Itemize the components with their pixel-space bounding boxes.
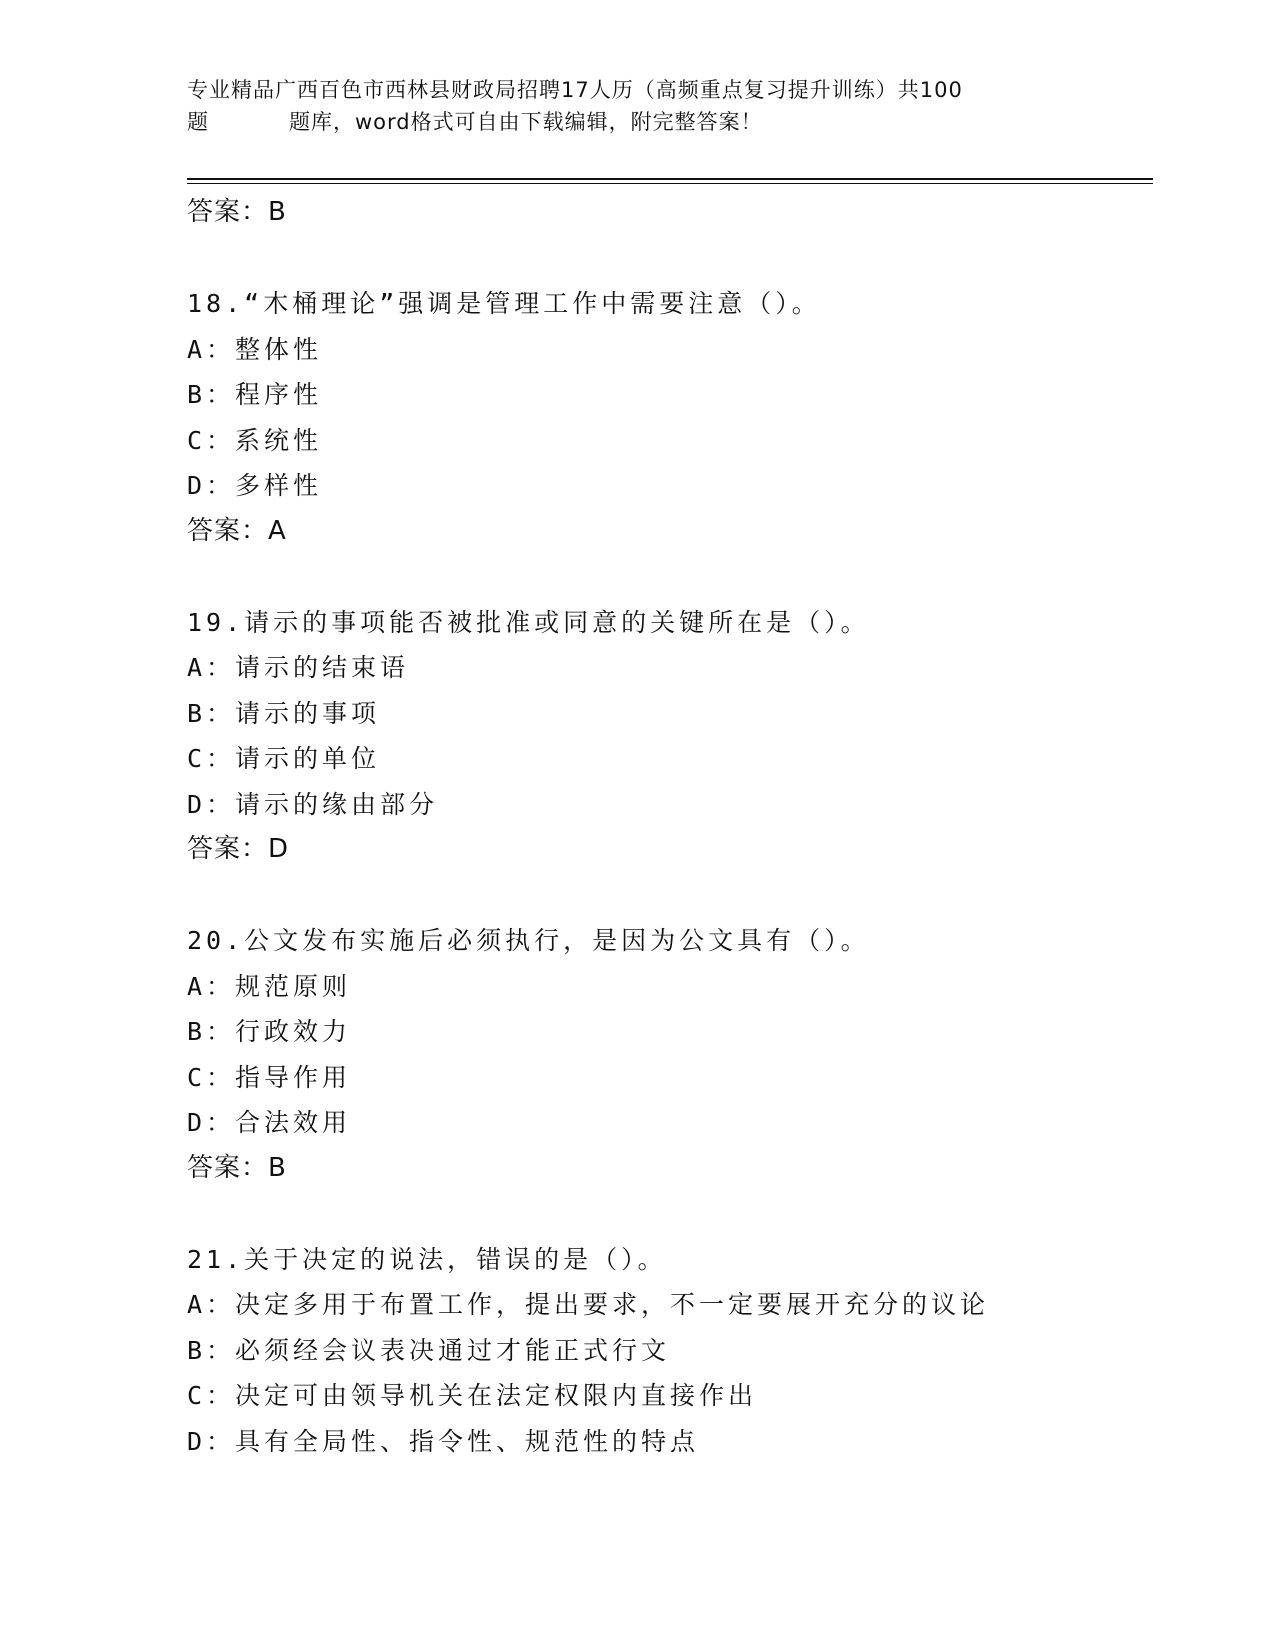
header-line-2-left: 题 bbox=[187, 110, 209, 134]
option-c: C：系统性 bbox=[187, 425, 323, 455]
question-20 bbox=[187, 918, 1167, 1191]
answer-line: 答案：D bbox=[187, 834, 290, 864]
header-line-2 bbox=[187, 106, 1067, 138]
header-rule-thick bbox=[187, 178, 1153, 180]
question-text: 18.“木桶理论”强调是管理工作中需要注意（）。 bbox=[187, 289, 821, 318]
question-text: 21.关于决定的说法，错误的是（）。 bbox=[187, 1244, 667, 1274]
option-c: C：请示的单位 bbox=[187, 744, 381, 773]
option-d: D：多样性 bbox=[187, 471, 323, 500]
option-a: A：决定多用于布置工作，提出要求，不一定要展开充分的议论 bbox=[187, 1290, 990, 1319]
header-line-2-right: 题库，word格式可自由下载编辑，附完整答案！ bbox=[289, 110, 763, 134]
question-text: 19.请示的事项能否被批准或同意的关键所在是（）。 bbox=[187, 607, 870, 637]
answer-line: 答案：B bbox=[187, 197, 287, 227]
option-d: D：具有全局性、指令性、规范性的特点 bbox=[187, 1426, 700, 1456]
document-header bbox=[187, 74, 1067, 138]
question-18 bbox=[187, 281, 1167, 554]
question-21 bbox=[187, 1237, 1167, 1465]
option-b: B：程序性 bbox=[187, 380, 323, 409]
option-d: D：请示的缘由部分 bbox=[187, 789, 439, 819]
question-text: 20.公文发布实施后必须执行，是因为公文具有（）。 bbox=[187, 926, 870, 955]
option-b: B：必须经会议表决通过才能正式行文 bbox=[187, 1335, 671, 1365]
answer-line: 答案：B bbox=[187, 1152, 287, 1183]
option-b: B：请示的事项 bbox=[187, 698, 381, 728]
option-a: A：请示的结束语 bbox=[187, 653, 410, 682]
question-content bbox=[187, 190, 1167, 1464]
option-c: C：决定可由领导机关在法定权限内直接作出 bbox=[187, 1381, 758, 1410]
option-a: A：整体性 bbox=[187, 334, 323, 364]
header-rule-thin bbox=[187, 183, 1153, 184]
header-line-1: 专业精品广西百色市西林县财政局招聘17人历（高频重点复习提升训练）共100 bbox=[187, 78, 963, 102]
option-b: B：行政效力 bbox=[187, 1017, 352, 1046]
option-d: D：合法效用 bbox=[187, 1108, 352, 1137]
option-a: A：规范原则 bbox=[187, 971, 352, 1001]
option-c: C：指导作用 bbox=[187, 1062, 352, 1092]
answer-line: 答案：A bbox=[187, 515, 287, 546]
question-19 bbox=[187, 600, 1167, 873]
